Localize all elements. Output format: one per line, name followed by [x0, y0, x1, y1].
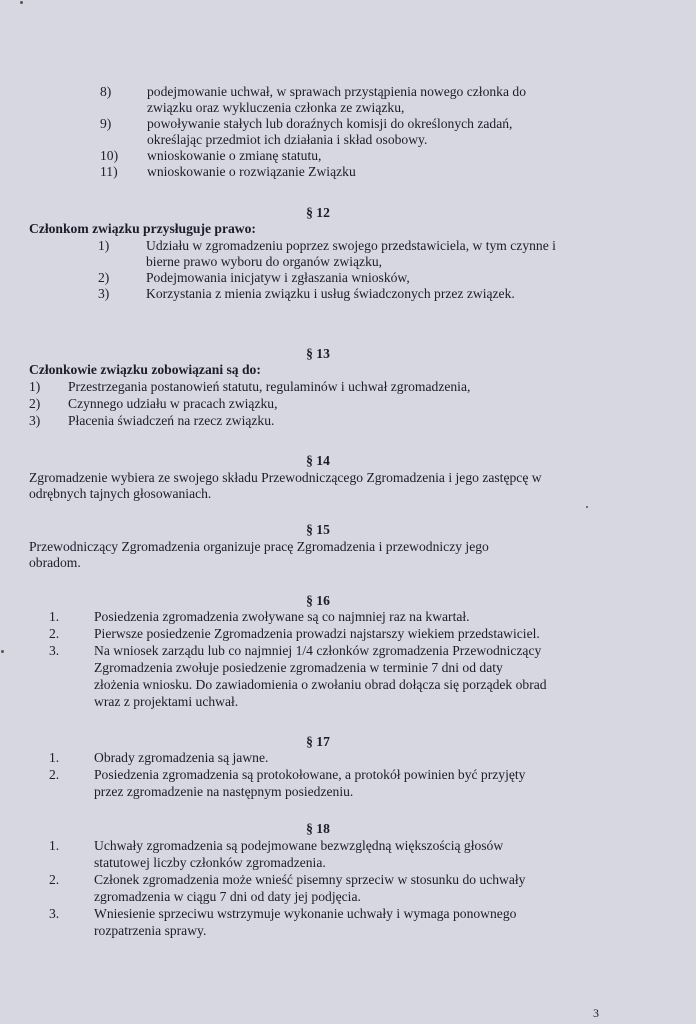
- list-item-text: rozpatrzenia sprawy.: [94, 923, 207, 938]
- list-item-text: przez zgromadzenie na następnym posiedzeniu.: [94, 784, 354, 799]
- list-number: 3): [29, 413, 41, 428]
- list-item-text: Pierwsze posiedzenie Zgromadzenia prowadzi najstarszy wiekiem przedstawiciel.: [94, 626, 540, 641]
- list-item-text: Podejmowania inicjatyw i zgłaszania wniosków,: [146, 270, 410, 285]
- list-item-text: Płacenia świadczeń na rzecz związku.: [68, 413, 275, 428]
- paragraph-line: Zgromadzenie wybiera ze swojego składu Przewodniczącego Zgromadzenia i jego zastępcę w: [29, 470, 542, 485]
- list-number: 2.: [49, 626, 60, 641]
- list-item-text: Wniesienie sprzeciwu wstrzymuje wykonanie uchwały i wymaga ponownego: [94, 906, 517, 921]
- list-item-text: Czynnego udziału w pracach związku,: [68, 396, 278, 411]
- list-number: 11): [100, 164, 118, 179]
- list-item-text: Na wniosek zarządu lub co najmniej 1/4 członków zgromadzenia Przewodniczący: [94, 643, 542, 658]
- section-heading: § 15: [306, 522, 330, 537]
- list-number: 1.: [49, 750, 60, 765]
- section-heading: § 17: [306, 734, 330, 749]
- list-item-text: wnioskowanie o rozwiązanie Związku: [147, 164, 356, 179]
- list-item-text: Posiedzenia zgromadzenia są protokołowane, a protokół powinien być przyjęty: [94, 767, 526, 782]
- list-item-text: Korzystania z mienia związku i usług świadczonych przez związek.: [146, 286, 515, 301]
- list-item-text: powoływanie stałych lub doraźnych komisji do określonych zadań,: [147, 116, 513, 131]
- list-number: 2.: [49, 872, 60, 887]
- list-item-text: wraz z projektami uchwał.: [94, 694, 239, 709]
- list-number: 9): [100, 116, 112, 131]
- list-item-text: wnioskowanie o zmianę statutu,: [147, 148, 322, 163]
- scan-speck: [586, 506, 588, 508]
- list-number: 3): [98, 286, 110, 301]
- list-number: 8): [100, 84, 112, 99]
- paragraph-line: obradom.: [29, 555, 81, 570]
- list-item-text: Obrady zgromadzenia są jawne.: [94, 750, 269, 765]
- scan-speck: [20, 1, 23, 4]
- section-heading: § 13: [306, 346, 330, 361]
- list-number: 2): [29, 396, 41, 411]
- list-number: 10): [100, 148, 119, 163]
- list-item-text: określając przedmiot ich działania i skład osobowy.: [147, 132, 428, 147]
- paragraph-line: Przewodniczący Zgromadzenia organizuje pracę Zgromadzenia i przewodniczy jego: [29, 539, 489, 554]
- list-item-text: Zgromadzenia zwołuje posiedzenie zgromadzenia w terminie 7 dni od daty: [94, 660, 503, 675]
- list-number: 2): [98, 270, 110, 285]
- section-heading: § 14: [306, 453, 330, 468]
- list-number: 1.: [49, 609, 60, 624]
- list-number: 1.: [49, 838, 60, 853]
- scan-speck: [1, 650, 4, 653]
- paragraph-line: odrębnych tajnych głosowaniach.: [29, 486, 212, 501]
- list-item-text: zgromadzenia w ciągu 7 dni od daty jej podjęcia.: [94, 889, 361, 904]
- list-item-text: Przestrzegania postanowień statutu, regulaminów i uchwał zgromadzenia,: [68, 379, 471, 394]
- list-item-text: bierne prawo wyboru do organów związku,: [146, 254, 383, 269]
- list-number: 2.: [49, 767, 60, 782]
- list-item-text: Członek zgromadzenia może wnieść pisemny sprzeciw w stosunku do uchwały: [94, 872, 526, 887]
- list-number: 1): [29, 379, 41, 394]
- list-number: 3.: [49, 906, 60, 921]
- section-heading: § 16: [306, 593, 330, 608]
- list-item-text: podejmowanie uchwał, w sprawach przystąpienia nowego członka do: [147, 84, 526, 99]
- section-intro: Członkom związku przysługuje prawo:: [29, 221, 256, 236]
- page-number: 3: [593, 1006, 599, 1020]
- list-item-text: Posiedzenia zgromadzenia zwoływane są co najmniej raz na kwartał.: [94, 609, 470, 624]
- list-item-text: złożenia wniosku. Do zawiadomienia o zwołaniu obrad dołącza się porządek obrad: [94, 677, 547, 692]
- list-item-text: Udziału w zgromadzeniu poprzez swojego przedstawiciela, w tym czynne i: [146, 238, 556, 253]
- list-item-text: Uchwały zgromadzenia są podejmowane bezwzględną większością głosów: [94, 838, 504, 853]
- list-number: 1): [98, 238, 110, 253]
- section-intro: Członkowie związku zobowiązani są do:: [29, 362, 261, 377]
- list-item-text: związku oraz wykluczenia członka ze związku,: [147, 100, 405, 115]
- list-number: 3.: [49, 643, 60, 658]
- section-heading: § 18: [306, 821, 330, 836]
- section-heading: § 12: [306, 205, 330, 220]
- list-item-text: statutowej liczby członków zgromadzenia.: [94, 855, 326, 870]
